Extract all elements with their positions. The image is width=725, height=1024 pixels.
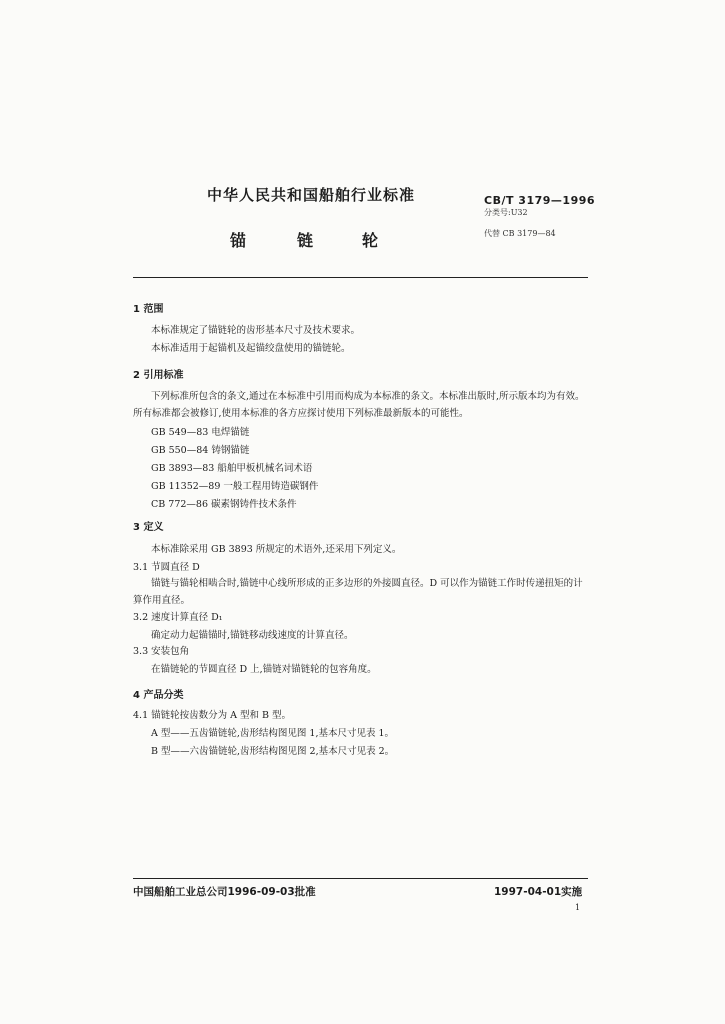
header-rule <box>133 277 588 278</box>
doc-title-char-3: 轮 <box>362 231 379 250</box>
reference-item: GB 3893—83 船舶甲板机械名词术语 <box>151 463 313 474</box>
reference-item: GB 550—84 铸钢锚链 <box>151 445 250 456</box>
section-1-line-1: 本标准规定了锚链轮的齿形基本尺寸及技术要求。 <box>151 325 361 336</box>
section-2-paragraph: 下列标准所包含的条文,通过在本标准中引用而构成为本标准的条文。本标准出版时,所示版本均为有效。所有标准都会被修订,使用本标准的各方应探讨使用下列标准最新版本的可能性。 <box>133 391 585 419</box>
section-4-heading: 4 产品分类 <box>133 690 184 701</box>
definition-3-2-text: 确定动力起锚锚时,锚链移动线速度的计算直径。 <box>151 630 354 641</box>
approval-note: 中国船舶工业总公司1996-09-03批准 <box>133 886 316 898</box>
standard-code: CB/T 3179—1996 <box>484 194 596 207</box>
type-b-description: B 型——六齿锚链轮,齿形结构图见图 2,基本尺寸见表 2。 <box>151 746 395 757</box>
definition-3-1-text: 锚链与锚轮相啮合时,锚链中心线所形成的正多边形的外接圆直径。D 可以作为锚链工作时传递扭矩的计算作用直径。 <box>133 578 583 606</box>
definition-3-3-heading: 3.3 安装包角 <box>133 646 190 657</box>
reference-item: GB 11352—89 一般工程用铸造碳钢件 <box>151 481 319 492</box>
definition-3-1-heading: 3.1 节圆直径 D <box>133 562 200 573</box>
section-3-intro: 本标准除采用 GB 3893 所规定的术语外,还采用下列定义。 <box>151 544 402 555</box>
definition-3-3-text: 在锚链轮的节圆直径 D 上,锚链对锚链轮的包容角度。 <box>151 664 377 675</box>
reference-item: CB 772—86 碳素钢铸件技术条件 <box>151 499 297 510</box>
standard-title: 中华人民共和国船舶行业标准 <box>207 186 416 204</box>
section-4-1-text: 4.1 锚链轮按齿数分为 A 型和 B 型。 <box>133 710 292 721</box>
doc-title-char-1: 锚 <box>230 231 247 250</box>
replaces-standard: 代替 CB 3179—84 <box>484 229 556 238</box>
classification-number: 分类号:U32 <box>484 208 528 217</box>
page-number: 1 <box>575 903 581 912</box>
implementation-date: 1997-04-01实施 <box>494 886 583 898</box>
section-3-heading: 3 定义 <box>133 522 164 533</box>
type-a-description: A 型——五齿锚链轮,齿形结构图见图 1,基本尺寸见表 1。 <box>151 728 395 739</box>
definition-3-2-heading: 3.2 速度计算直径 D₁ <box>133 612 223 623</box>
section-1-line-2: 本标准适用于起锚机及起锚绞盘使用的锚链轮。 <box>151 343 351 354</box>
reference-item: GB 549—83 电焊锚链 <box>151 427 250 438</box>
section-1-heading: 1 范围 <box>133 304 164 315</box>
section-2-heading: 2 引用标准 <box>133 370 184 381</box>
doc-title-char-2: 链 <box>297 231 314 250</box>
footer-rule <box>133 878 588 879</box>
